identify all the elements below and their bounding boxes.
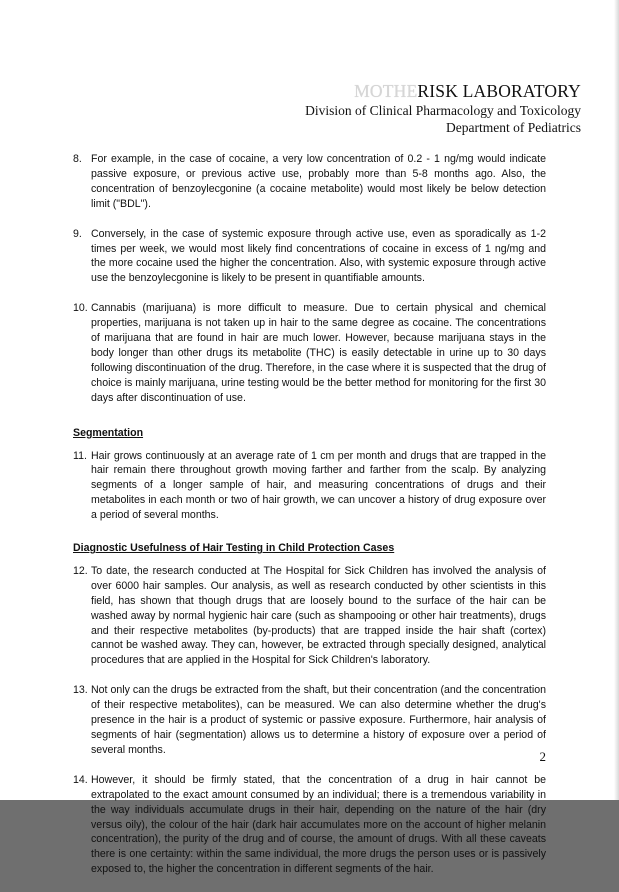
paragraph-number: 8. [73, 153, 82, 165]
numbered-paragraph [73, 773, 546, 877]
paragraph-text: To date, the research conducted at The Hospital for Sick Children has involved the analysis of over 6000 hair samples. Our analysis, as well as research conducted by other scientists in this field, has shown that though drugs that are loosely bound to the surface of the hair can be washed away by normal hygienic hair care (such as shampooing or other hair treatments), drugs and their respective metabolites (by-products) that are trapped inside the hair shaft (cortex) cannot be washed away. They can, however, be extracted through specially designed, analytical procedures that are applied in the Hospital for Sick Children's laboratory. [91, 564, 546, 667]
letterhead-division: Division of Clinical Pharmacology and Toxicology [305, 103, 581, 118]
paragraph-text: For example, in the case of cocaine, a very low concentration of 0.2 - 1 ng/mg would indicate passive exposure, or previous active use, probably more than 5-8 months ago. Also, the concentration of benzoylecgonine (a cocaine metabolite) would most likely be below detection limit ("BDL"). [91, 153, 546, 210]
paragraph-number: 10. [73, 302, 88, 315]
paragraph-text: However, it should be firmly stated, that the concentration of a drug in hair cannot be extrapolated to the exact amount consumed by an individual; there is a tremendous variability in the way individuals accumulate drugs in their hair, depending on the nature of the hair (dry versus oily), the colour of the hair (dark hair accumulates more on the account of higher melanin concentration), the purity of the drug and of course, the amount of drugs. With all these caveats there is one certainty: within the same individual, the more drugs the person uses or is passively exposed to, the higher the concentration in different segments of the hair. [91, 773, 546, 876]
numbered-paragraph [73, 683, 546, 758]
page-number: 2 [539, 749, 546, 764]
numbered-paragraph [73, 301, 546, 405]
paragraph-text: Hair grows continuously at an average rate of 1 cm per month and drugs that are trapped in the hair remain there throughout growth moving farther and farther from the scalp. By analyzing segments of a longer sample of hair, and measuring concentrations of drugs and their metabolites in each month or two of hair growth, we can uncover a history of drug exposure over a period of several months. [91, 449, 546, 522]
letterhead-title-faded: MOTHE [354, 81, 418, 101]
paragraph-number: 14. [73, 773, 88, 786]
document-body [73, 152, 546, 892]
page-edge-shadow [614, 0, 619, 800]
paragraph-number: 11. [73, 449, 87, 462]
numbered-paragraph [73, 449, 546, 524]
paragraph-text: Cannabis (marijuana) is more difficult to measure. Due to certain physical and chemical properties, marijuana is not taken up in hair to the same degree as cocaine. The concentrations of marijuana that are found in hair are much lower. However, because marijuana stays in the body longer than other drugs its metabolite (THC) is easily detectable in urine up to 30 days following discontinuation of the drug. Therefore, in the case where it is suspected that the drug of choice is mainly marijuana, urine testing would be the better method for monitoring for the first 30 days after discontinuation of use. [91, 302, 546, 404]
numbered-paragraph [73, 227, 546, 287]
section-heading-segmentation: Segmentation [73, 426, 144, 439]
paragraph-text: Conversely, in the case of systemic exposure through active use, even as sporadically as 1-2 times per week, we would most likely find concentrations of cocaine in excess of 1 ng/mg and the more cocaine used the higher the concentration. Also, with systemic exposure through active use the benzoylecgonine is likely to be present in quantifiable amounts. [91, 227, 546, 285]
numbered-paragraph [73, 564, 546, 668]
letterhead-department: Department of Pediatrics [446, 120, 581, 135]
section-heading-diagnostic: Diagnostic Usefulness of Hair Testing in Child Protection Cases [73, 542, 395, 555]
paragraph-number: 9. [73, 227, 82, 240]
paragraph-text: Not only can the drugs be extracted from the shaft, but their concentration (and the concentration of their respective metabolites), can be measured. We can also determine whether the drug's presence in the hair is a product of systemic or passive exposure. Furthermore, hair analysis of segments of hair (segmentation) allows us to determine a history of exposure over a period of several months. [91, 684, 546, 756]
letterhead-title-main: RISK LABORATORY [417, 81, 581, 101]
letterhead [305, 80, 581, 136]
paragraph-number: 13. [73, 684, 88, 697]
letterhead-title [305, 80, 581, 102]
numbered-paragraph [73, 152, 546, 212]
paragraph-number: 12. [73, 564, 88, 577]
